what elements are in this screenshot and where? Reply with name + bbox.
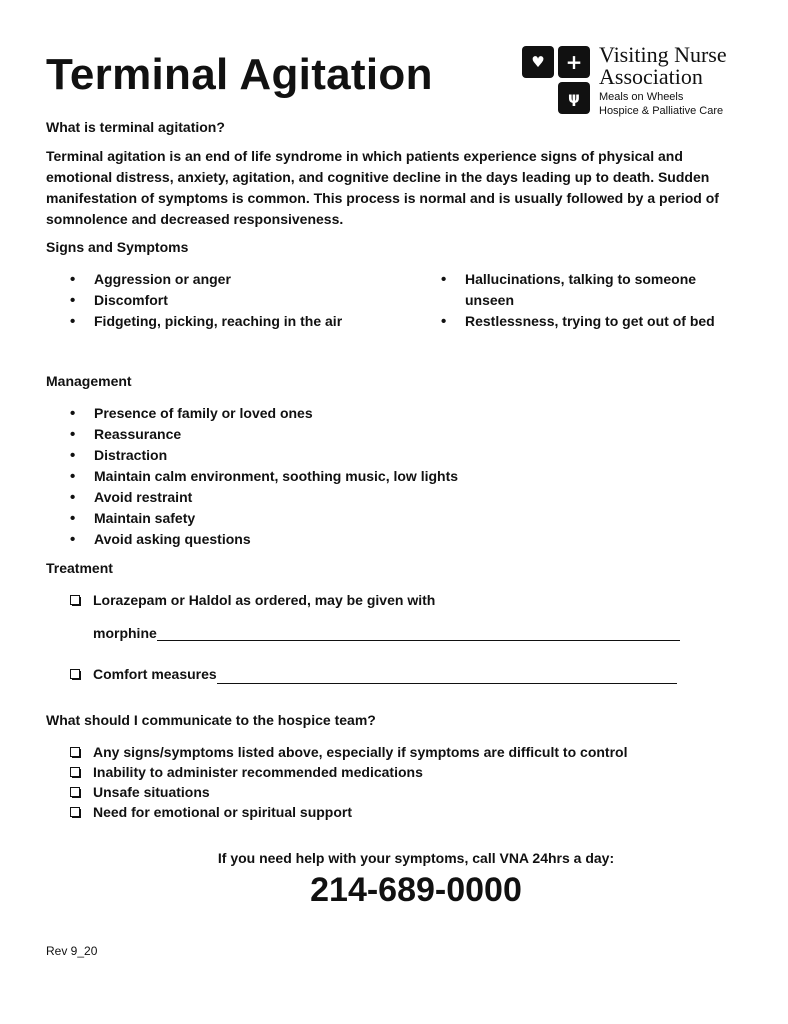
logo-name-line2: Association (599, 64, 703, 89)
treatment-heading: Treatment (46, 560, 113, 576)
signs-left-list (70, 269, 410, 332)
list-item: • Reassurance (70, 424, 570, 445)
management-heading: Management (46, 373, 132, 389)
list-item (70, 802, 627, 822)
checkbox[interactable] (70, 807, 80, 817)
list-item (70, 762, 627, 782)
list-item (70, 742, 627, 762)
list-item-label: Unsafe situations (93, 784, 210, 800)
treatment-item-2-label: Comfort measures (93, 666, 217, 682)
treatment-item-1-label: Lorazepam or Haldol as ordered, may be given with (93, 592, 436, 608)
page-title: Terminal Agitation (46, 50, 433, 99)
list-item: • Restlessness, trying to get out of bed (441, 311, 721, 332)
treatment-item-1 (70, 590, 435, 610)
list-item: • Presence of family or loved ones (70, 403, 570, 424)
logo-name-line1: Visiting Nurse (599, 42, 727, 67)
logo-sub-line2: Hospice & Palliative Care (599, 105, 724, 117)
logo-sub-line1: Meals on Wheels (599, 91, 684, 103)
list-item: • Aggression or anger (70, 269, 410, 290)
what-is-heading: What is terminal agitation? (46, 119, 225, 135)
revision-label: Rev 9_20 (46, 944, 98, 958)
list-item: • Maintain calm environment, soothing music, low lights (70, 466, 570, 487)
management-list (70, 403, 570, 550)
list-item: • Discomfort (70, 290, 410, 311)
communicate-heading: What should I communicate to the hospice team? (46, 712, 376, 728)
fill-in-line[interactable] (217, 668, 677, 684)
phone-number: 214-689-0000 (310, 871, 522, 909)
what-is-body: Terminal agitation is an end of life syndrome in which patients experience signs of physical and emotional distress, anxiety, agitation, and cognitive decline in the days leading up to death. Sudden manifestation of symptoms is common. This process is normal and is usually followed by a period of somnolence and decreased responsiveness. (46, 148, 719, 227)
checkbox[interactable] (70, 787, 80, 797)
checkbox[interactable] (70, 767, 80, 777)
list-item (70, 782, 627, 802)
treatment-item-1-line (93, 625, 680, 641)
checkbox[interactable] (70, 595, 80, 605)
checkbox[interactable] (70, 669, 80, 679)
fill-in-line[interactable] (157, 625, 680, 641)
list-item: • Distraction (70, 445, 570, 466)
list-item-label: Inability to administer recommended medications (93, 764, 423, 780)
list-item: • Avoid restraint (70, 487, 570, 508)
communicate-list (70, 742, 627, 822)
signs-right-list (441, 269, 721, 332)
treatment-item-1-cont: morphine (93, 625, 157, 641)
fork-icon: ψ (568, 89, 580, 107)
list-item: • Fidgeting, picking, reaching in the air (70, 311, 410, 332)
heart-icon: ♥ (531, 53, 545, 71)
vna-logo (522, 44, 752, 118)
list-item: • Hallucinations, talking to someone unseen (441, 269, 721, 311)
list-item-label: Any signs/symptoms listed above, especially if symptoms are difficult to control (93, 744, 628, 760)
list-item: • Avoid asking questions (70, 529, 570, 550)
plus-icon: + (565, 50, 583, 74)
treatment-item-2 (70, 664, 677, 684)
signs-heading: Signs and Symptoms (46, 239, 189, 255)
checkbox[interactable] (70, 747, 80, 757)
list-item-label: Need for emotional or spiritual support (93, 804, 353, 820)
list-item: • Maintain safety (70, 508, 570, 529)
help-text: If you need help with your symptoms, call VNA 24hrs a day: (217, 850, 615, 866)
